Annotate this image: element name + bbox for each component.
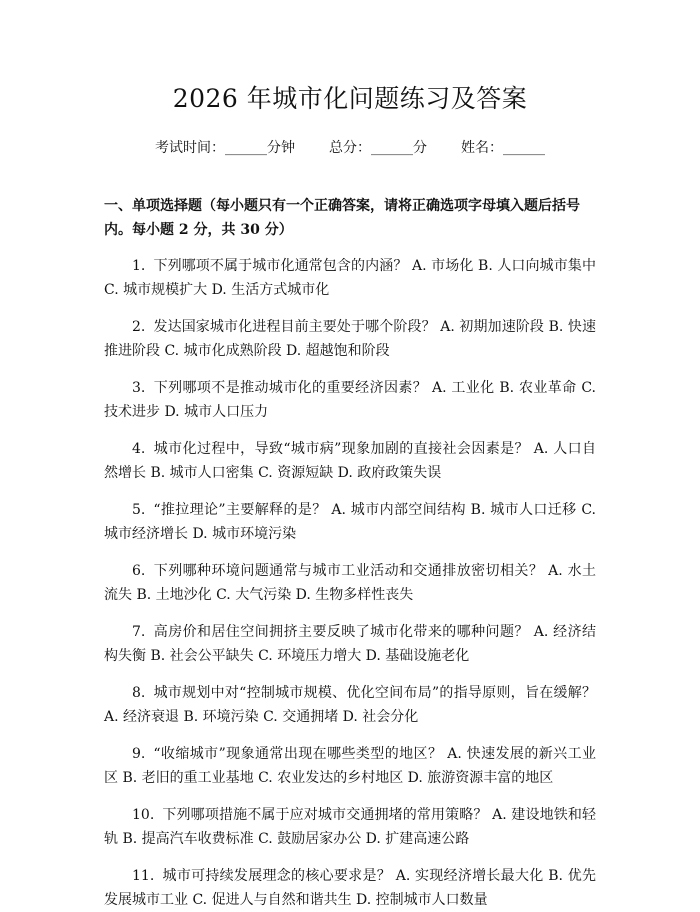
exam-info [104,138,596,158]
question-list [104,254,596,912]
question-item [104,742,596,790]
question-item [104,803,596,851]
question-item [104,437,596,485]
question-text: 城市规划中对“控制城市规模、优化空间布局”的指导原则，旨在缓解？ A. 经济衰退 B. 环境污染 C. 交通拥堵 D. 社会分化 [104,685,596,725]
question-number: 9. [132,746,146,762]
question-item [104,498,596,546]
document-title: 2026 年城市化问题练习及答案 [172,84,528,113]
question-item [104,620,596,668]
question-text: “推拉理论”主要解释的是？ A. 城市内部空间结构 B. 城市人口迁移 C. 城市经济增长 D. 城市环境污染 [104,502,596,542]
question-item [104,315,596,363]
exam-time-field: 考试时间：______分钟 [155,140,295,156]
question-number: 2. [132,319,146,335]
question-text: “收缩城市”现象通常出现在哪些类型的地区？ A. 快速发展的新兴工业区 B. 老旧的重工业基地 C. 农业发达的乡村地区 D. 旅游资源丰富的地区 [104,746,596,786]
question-number: 4. [132,441,146,457]
question-number: 10. [132,807,155,823]
name-field: 姓名：______ [461,140,545,156]
question-item [104,559,596,607]
question-text: 下列哪项措施不属于应对城市交通拥堵的常用策略？ A. 建设地铁和轻轨 B. 提高汽车收费标准 C. 鼓励居家办公 D. 扩建高速公路 [104,807,596,847]
question-number: 1. [132,258,146,274]
question-item [104,376,596,424]
question-text: 下列哪项不属于城市化通常包含的内涵？ A. 市场化 B. 人口向城市集中 C. 城市规模扩大 D. 生活方式城市化 [104,258,596,298]
question-text: 发达国家城市化进程目前主要处于哪个阶段？ A. 初期加速阶段 B. 快速推进阶段 C. 城市化成熟阶段 D. 超越饱和阶段 [104,319,596,359]
question-item [104,254,596,302]
question-number: 5. [132,502,146,518]
question-item [104,681,596,729]
total-score-field: 总分：______分 [329,140,427,156]
question-number: 6. [132,563,146,579]
question-text: 下列哪项不是推动城市化的重要经济因素？ A. 工业化 B. 农业革命 C. 技术进步 D. 城市人口压力 [104,380,596,420]
question-number: 3. [132,380,146,396]
section-heading: 一、单项选择题（每小题只有一个正确答案，请将正确选项字母填入题后括号内。每小题 2 分，共 30 分） [104,198,580,238]
question-text: 城市可持续发展理念的核心要求是？ A. 实现经济增长最大化 B. 优先发展城市工业 C. 促进人与自然和谐共生 D. 控制城市人口数量 [104,868,596,908]
question-number: 11. [132,868,155,884]
question-text: 高房价和居住空间拥挤主要反映了城市化带来的哪种问题？ A. 经济结构失衡 B. 社会公平缺失 C. 环境压力增大 D. 基础设施老化 [104,624,596,664]
question-number: 7. [132,624,146,640]
question-text: 下列哪种环境问题通常与城市工业活动和交通排放密切相关？ A. 水土流失 B. 土地沙化 C. 大气污染 D. 生物多样性丧失 [104,563,596,603]
question-number: 8. [132,685,146,701]
question-text: 城市化过程中，导致“城市病”现象加剧的直接社会因素是？ A. 人口自然增长 B. 城市人口密集 C. 资源短缺 D. 政府政策失误 [104,441,596,481]
